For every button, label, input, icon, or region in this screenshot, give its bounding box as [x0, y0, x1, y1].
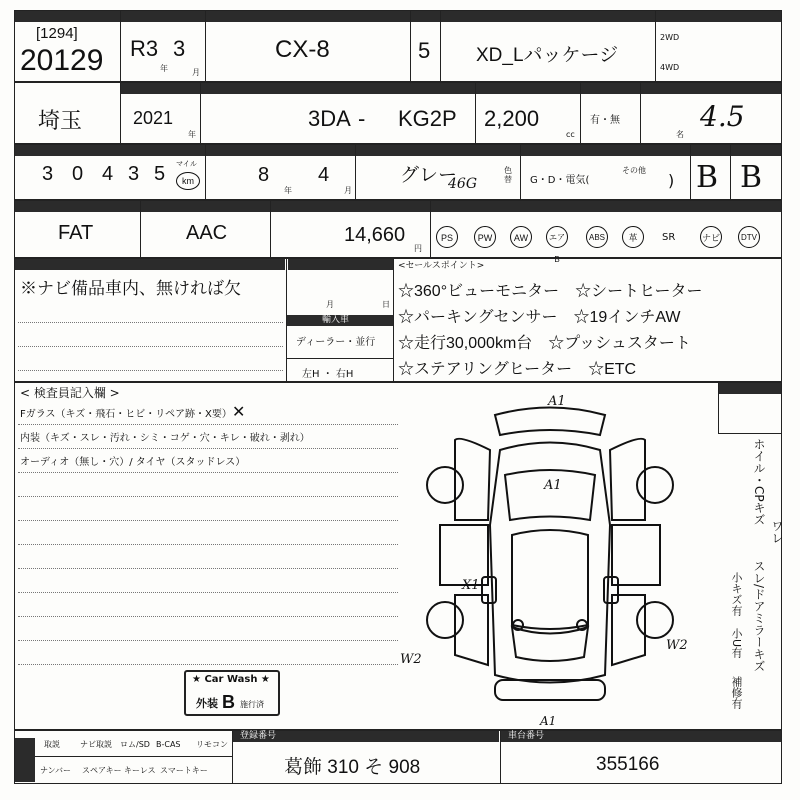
- import-day: 日: [382, 300, 390, 309]
- row1-header-bar: [15, 11, 781, 22]
- footer-col-3: ロム/SD: [120, 740, 150, 749]
- side-note-3: ワレ: [770, 520, 784, 544]
- km-unit-circle: km: [176, 172, 200, 190]
- plate-label: 登録番号: [240, 731, 277, 741]
- sales-line-4: ☆ステアリングヒーター ☆ETC: [398, 361, 637, 378]
- chassis-serial: 355166: [596, 754, 660, 775]
- wheel-front-right: [637, 602, 673, 638]
- mark-rear-left: W2: [400, 652, 422, 667]
- type-code: KG2P: [398, 106, 457, 131]
- inspect-month: 4: [318, 164, 330, 186]
- mileage-unit-top: マイル: [176, 160, 197, 168]
- equip-pw: PW: [474, 226, 496, 248]
- fuel-close: ): [668, 171, 675, 190]
- dealer-parallel: ディーラー・並行: [296, 337, 376, 348]
- equip-abs: ABS: [586, 226, 608, 248]
- remarks-label: 有・無: [590, 115, 620, 126]
- equip-ps: PS: [436, 226, 458, 248]
- windshield: [512, 627, 588, 661]
- carwash-suffix: 施行済: [240, 700, 264, 709]
- mileage-digit: 3: [42, 163, 54, 185]
- left-door-front: [440, 525, 488, 585]
- unit-year-2: 年: [188, 130, 196, 139]
- inspector-line-1: Fガラス（キズ・飛石・ヒビ・リペア跡・X要）: [20, 409, 232, 420]
- equip-airbag: エアB: [546, 226, 568, 248]
- unit-year-3: 年: [284, 186, 292, 195]
- footer-col-1: 取説: [44, 740, 60, 749]
- auction-score: 4.5: [700, 100, 745, 133]
- serial-label: 車台番号: [508, 731, 545, 741]
- sales-line-1: ☆360°ビューモニター ☆シートヒーター: [398, 283, 703, 300]
- region: 埼玉: [38, 108, 83, 133]
- car-damage-diagram: [400, 395, 700, 725]
- equip-leather: 革: [622, 226, 644, 248]
- interior-grade: B: [740, 160, 763, 195]
- footer-col-4: B-CAS: [156, 740, 181, 749]
- carwash-grade: B: [222, 692, 235, 712]
- footer-col-8: キーレス: [124, 766, 156, 775]
- lot-code: [1294]: [36, 25, 78, 42]
- inspector-line-3: オーディオ（無し・穴）/ タイヤ（スタッドレス）: [20, 457, 246, 468]
- mileage-digit: 4: [102, 163, 114, 185]
- sales-line-2: ☆パーキングセンサー ☆19インチAW: [398, 309, 681, 326]
- footer-col-9: スマートキー: [160, 766, 208, 775]
- equip-sunroof: SR: [662, 232, 676, 243]
- carwash-label: 外装: [196, 697, 218, 710]
- inspector-header: < 検査員記入欄 >: [20, 386, 120, 400]
- right-door-front: [612, 525, 660, 585]
- displacement: 2,200: [484, 106, 540, 131]
- drive-2wd: 2WD: [660, 33, 680, 42]
- transmission: FAT: [58, 222, 94, 244]
- door-count: 5: [418, 38, 431, 63]
- wheel-front-left: [427, 602, 463, 638]
- mark-rear-right: W2: [666, 638, 688, 653]
- mileage-digit: 3: [128, 163, 140, 185]
- first-reg-year: 2021: [133, 108, 174, 128]
- carwash-title: ★ Car Wash ★: [192, 674, 270, 685]
- mark-left-side: X1: [462, 578, 480, 593]
- equip-navi: ナビ: [700, 226, 722, 248]
- type-prefix: 3DA: [308, 106, 351, 131]
- mark-hood: A1: [544, 478, 562, 493]
- air-conditioning: AAC: [186, 222, 228, 244]
- drive-4wd: 4WD: [660, 63, 680, 72]
- sales-header: <セールスポイント>: [398, 261, 485, 271]
- fuel-other: その他: [622, 166, 646, 175]
- lot-number: 20129: [20, 44, 104, 77]
- side-note-2: スレ/ドアミラーキズ: [752, 560, 766, 673]
- side-note-item-1: 小キズ有: [730, 572, 743, 616]
- side-note-item-3: 補修有: [730, 676, 743, 709]
- color-code: 46G: [448, 176, 477, 192]
- footer-col-2: ナビ取説: [80, 740, 112, 749]
- equip-dtv: DTV: [738, 226, 760, 248]
- side-note-item-2: 小U有: [730, 628, 743, 659]
- roof: [512, 530, 588, 629]
- import-label: 輸入車: [322, 315, 350, 325]
- rear-bumper: [495, 408, 605, 436]
- license-plate: 葛飾 310 そ 908: [284, 757, 421, 778]
- cc-unit: cc: [566, 130, 575, 139]
- footer-col-6: ナンバー: [40, 766, 72, 775]
- sales-line-3: ☆走行30,000km台 ☆プッシュスタート: [398, 335, 691, 352]
- mileage-digit: 0: [72, 163, 84, 185]
- mileage-digit: 5: [154, 163, 166, 185]
- price: 14,660: [344, 224, 406, 246]
- model-name: CX-8: [275, 36, 330, 63]
- unit-month: 月: [192, 68, 200, 77]
- glass-mark: ✕: [232, 402, 246, 421]
- seats-unit: 名: [676, 130, 684, 139]
- mark-top: A1: [548, 394, 566, 409]
- import-month: 月: [326, 300, 334, 309]
- type-dash: -: [358, 106, 366, 131]
- footer-col-5: リモコン: [196, 740, 228, 749]
- right-door-rear: [610, 439, 645, 520]
- unit-year: 年: [160, 64, 168, 73]
- exterior-grade: B: [696, 160, 719, 195]
- notes-text: ※ナビ備品車内、無ければ欠: [20, 279, 241, 298]
- wheel-rear-right: [637, 467, 673, 503]
- side-note-1: ホイル・CPキズ: [752, 438, 766, 526]
- mark-bottom: A1: [540, 714, 557, 728]
- reg-month: 3: [173, 36, 186, 61]
- body-color: グレー: [400, 165, 458, 186]
- wheel-rear-left: [427, 467, 463, 503]
- inspect-year: 8: [258, 164, 270, 186]
- inspector-line-2: 内装（キズ・スレ・汚れ・シミ・コゲ・穴・キレ・破れ・剥れ）: [20, 433, 310, 444]
- era-year: R3: [130, 36, 159, 61]
- price-unit: 円: [414, 244, 422, 253]
- unit-month-3: 月: [344, 186, 352, 195]
- equip-aw: AW: [510, 226, 532, 248]
- grade-name: XD_Lパッケージ: [476, 45, 619, 66]
- fuel-type: G・D・電気(: [530, 175, 590, 186]
- steering-side: 左H ・ 右H: [302, 369, 354, 380]
- left-door-rear: [455, 439, 490, 520]
- footer-col-7: スペアキー: [82, 766, 122, 775]
- color-change-label: 色替: [504, 166, 512, 184]
